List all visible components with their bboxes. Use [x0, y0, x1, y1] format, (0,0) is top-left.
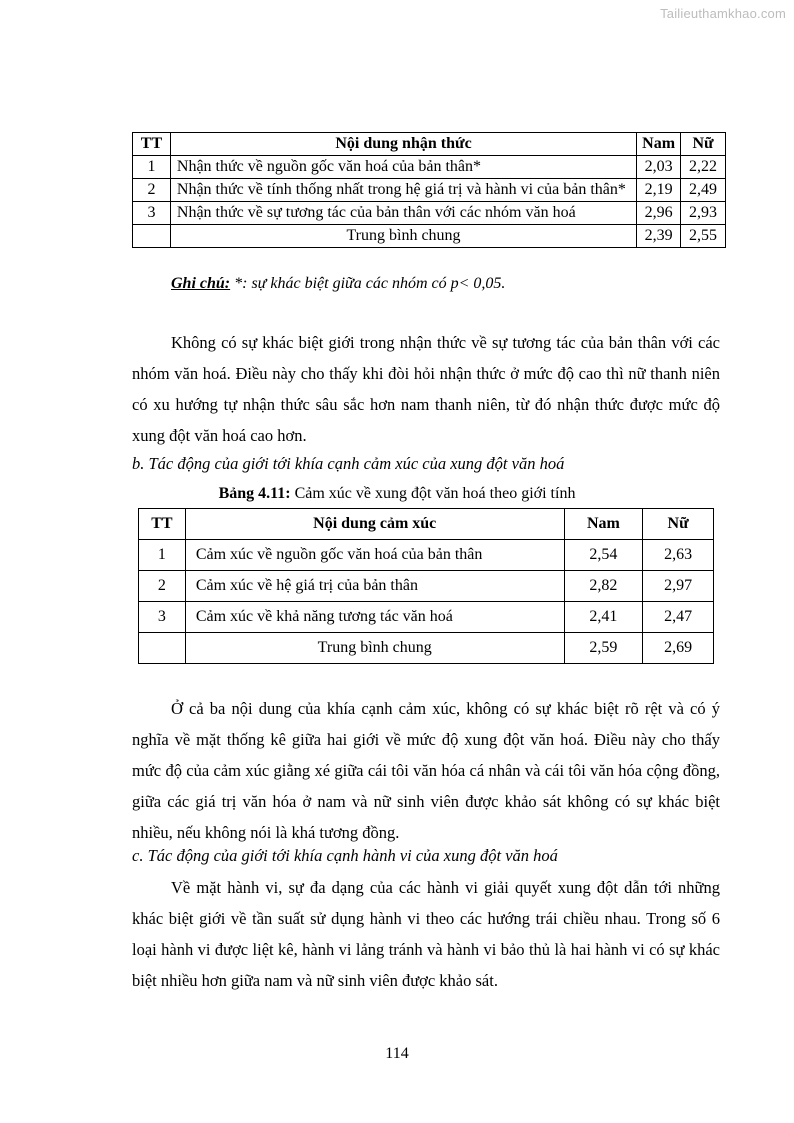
section-heading-c: c. Tác động của giới tới khía cạnh hành vi của xung đột văn hoá — [132, 846, 558, 865]
note-text: *: sự khác biệt giữa các nhóm có p< 0,05. — [230, 275, 506, 292]
cell-nu: 2,63 — [643, 540, 714, 571]
cell-content: Cảm xúc về khả năng tương tác văn hoá — [185, 602, 564, 633]
section-heading-b: b. Tác động của giới tới khía cạnh cảm xúc của xung đột văn hoá — [132, 454, 565, 473]
cell-empty — [133, 225, 171, 248]
table-header-row — [133, 133, 726, 156]
table-row — [139, 540, 714, 571]
cell-nam: 2,54 — [564, 540, 643, 571]
header-tt: TT — [133, 133, 171, 156]
cell-tt: 2 — [139, 571, 186, 602]
cell-nam: 2,41 — [564, 602, 643, 633]
cell-tt: 3 — [139, 602, 186, 633]
cell-content: Nhận thức về nguồn gốc văn hoá của bản thân* — [170, 156, 636, 179]
cell-summary-nu: 2,69 — [643, 633, 714, 664]
cell-nam: 2,82 — [564, 571, 643, 602]
cell-nu: 2,22 — [681, 156, 726, 179]
cell-content: Nhận thức về sự tương tác của bản thân với các nhóm văn hoá — [170, 202, 636, 225]
watermark-text: Tailieuthamkhao.com — [660, 6, 786, 21]
table-emotion-by-gender — [138, 508, 714, 664]
header-nu: Nữ — [681, 133, 726, 156]
cell-tt: 2 — [133, 179, 171, 202]
cell-nu: 2,97 — [643, 571, 714, 602]
cell-nam: 2,19 — [637, 179, 681, 202]
table-row — [139, 571, 714, 602]
table-row — [133, 156, 726, 179]
table2-caption — [0, 485, 794, 503]
cell-summary-label: Trung bình chung — [170, 225, 636, 248]
header-nu: Nữ — [643, 509, 714, 540]
cell-nam: 2,96 — [637, 202, 681, 225]
caption-text: Cảm xúc về xung đột văn hoá theo giới tính — [290, 485, 576, 502]
cell-tt: 1 — [133, 156, 171, 179]
header-tt: TT — [139, 509, 186, 540]
cell-summary-nam: 2,59 — [564, 633, 643, 664]
cell-nu: 2,47 — [643, 602, 714, 633]
table-cognition-by-gender — [132, 132, 726, 248]
header-content: Nội dung cảm xúc — [185, 509, 564, 540]
header-nam: Nam — [564, 509, 643, 540]
cell-nam: 2,03 — [637, 156, 681, 179]
table-summary-row — [139, 633, 714, 664]
paragraph-2: Ở cả ba nội dung của khía cạnh cảm xúc, không có sự khác biệt rõ rệt và có ý nghĩa về mặt thống kê giữa hai giới về mức độ xung đột văn hoá. Điều này cho thấy mức độ của cảm xúc giằng xé giữa cái tôi văn hóa cá nhân và cái tôi văn hóa cộng đồng, giữa các giá trị văn hóa ở nam và nữ sinh viên được khảo sát không có sự khác biệt nhiều, nếu không nói là khá tương đồng. — [132, 699, 720, 842]
table-row — [139, 602, 714, 633]
table-summary-row — [133, 225, 726, 248]
cell-summary-label: Trung bình chung — [185, 633, 564, 664]
cell-content: Cảm xúc về hệ giá trị của bản thân — [185, 571, 564, 602]
page-number: 114 — [385, 1045, 409, 1062]
cell-nu: 2,93 — [681, 202, 726, 225]
table-note — [171, 275, 505, 293]
caption-label: Bảng 4.11: — [218, 485, 291, 502]
cell-tt: 3 — [133, 202, 171, 225]
table-row — [133, 179, 726, 202]
cell-nu: 2,49 — [681, 179, 726, 202]
cell-content: Nhận thức về tính thống nhất trong hệ giá trị và hành vi của bản thân* — [170, 179, 636, 202]
cell-tt: 1 — [139, 540, 186, 571]
cell-summary-nam: 2,39 — [637, 225, 681, 248]
table-header-row — [139, 509, 714, 540]
cell-summary-nu: 2,55 — [681, 225, 726, 248]
cell-empty — [139, 633, 186, 664]
paragraph-1: Không có sự khác biệt giới trong nhận thức về sự tương tác của bản thân với các nhóm văn hoá. Điều này cho thấy khi đòi hỏi nhận thức ở mức độ cao thì nữ thanh niên có xu hướng tự nhận thức sâu sắc hơn nam thanh niên, từ đó nhận thức được mức độ xung đột văn hoá cao hơn. — [132, 333, 720, 445]
cell-content: Cảm xúc về nguồn gốc văn hoá của bản thân — [185, 540, 564, 571]
paragraph-3: Về mặt hành vi, sự đa dạng của các hành vi giải quyết xung đột dẫn tới những khác biệt giới về tần suất sử dụng hành vi theo các hướng trái chiều nhau. Trong số 6 loại hành vi được liệt kê, hành vi lảng tránh và hành vi bảo thủ là hai hành vi có sự khác biệt nhiều hơn giữa nam và nữ sinh viên được khảo sát. — [132, 878, 720, 990]
header-content: Nội dung nhận thức — [170, 133, 636, 156]
table-row — [133, 202, 726, 225]
note-label: Ghi chú: — [171, 275, 231, 292]
header-nam: Nam — [637, 133, 681, 156]
